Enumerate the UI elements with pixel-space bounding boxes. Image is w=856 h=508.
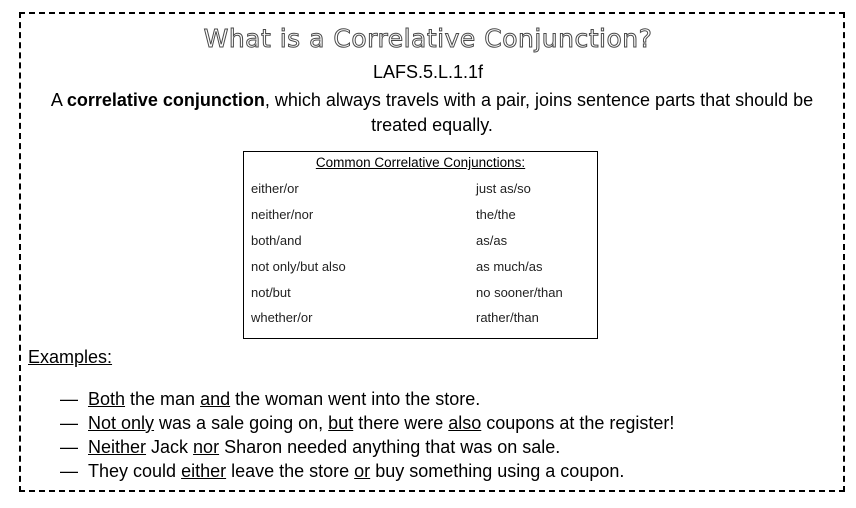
definition-paragraph — [40, 88, 824, 138]
list-item — [60, 435, 674, 459]
conjunction-word: Not only — [88, 413, 155, 433]
conjunction-table — [243, 151, 598, 339]
table-cell: as/as — [476, 233, 508, 248]
table-cell: not only/but also — [251, 259, 346, 274]
table-cell: whether/or — [251, 310, 313, 325]
list-item — [60, 387, 674, 411]
table-title: Common Correlative Conjunctions: — [315, 155, 526, 170]
example-text: They could — [88, 461, 182, 481]
example-text: buy something using a coupon. — [370, 461, 625, 481]
dash-bullet: — — [60, 389, 78, 409]
definition-term: correlative conjunction — [66, 90, 265, 110]
example-text: coupons at the register! — [481, 413, 675, 433]
list-item — [60, 411, 674, 435]
table-cell: not/but — [251, 285, 291, 300]
definition-rest: , which always travels with a pair, joins sentence parts that should be treated equally. — [264, 90, 814, 135]
example-text: there were — [353, 413, 449, 433]
example-text: Sharon needed anything that was on sale. — [219, 437, 561, 457]
conjunction-word: or — [354, 461, 371, 481]
conjunction-word: also — [448, 413, 482, 433]
example-text: the woman went into the store. — [230, 389, 481, 409]
conjunction-word: and — [200, 389, 231, 409]
standard-code: LAFS.5.L.1.1f — [372, 62, 484, 82]
example-text: was a sale going on, — [154, 413, 329, 433]
example-text: the man — [125, 389, 201, 409]
examples-heading: Examples: — [28, 347, 113, 367]
conjunction-word: Neither — [88, 437, 147, 457]
conjunction-word: nor — [193, 437, 220, 457]
table-cell: neither/nor — [251, 207, 314, 222]
definition-prefix: A — [50, 90, 67, 110]
conjunction-word: Both — [88, 389, 126, 409]
table-cell: as much/as — [476, 259, 543, 274]
dash-bullet: — — [60, 437, 78, 457]
table-cell: rather/than — [476, 310, 539, 325]
page-title: What is a Correlative Conjunction? — [203, 24, 653, 53]
table-cell: either/or — [251, 181, 299, 196]
table-cell: just as/so — [476, 181, 531, 196]
list-item — [60, 459, 674, 483]
example-text: leave the store — [226, 461, 355, 481]
dash-bullet: — — [60, 461, 78, 481]
conjunction-word: but — [328, 413, 354, 433]
conjunction-word: either — [181, 461, 227, 481]
table-cell: the/the — [476, 207, 516, 222]
example-text: Jack — [146, 437, 194, 457]
examples-list — [60, 387, 674, 483]
table-cell: both/and — [251, 233, 302, 248]
table-cell: no sooner/than — [476, 285, 563, 300]
dash-bullet: — — [60, 413, 78, 433]
